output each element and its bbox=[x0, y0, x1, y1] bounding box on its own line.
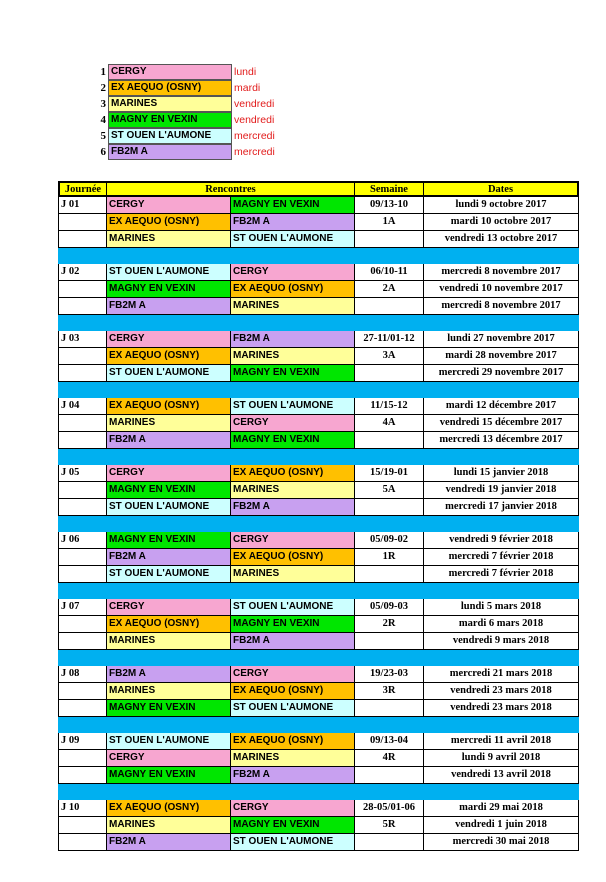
legend-item bbox=[92, 144, 275, 160]
home-team: MARINES bbox=[107, 231, 231, 248]
home-team: MARINES bbox=[107, 415, 231, 432]
home-team: EX AEQUO (OSNY) bbox=[107, 800, 231, 817]
week-cell bbox=[355, 767, 424, 784]
week-range: 19/23-03 bbox=[355, 666, 424, 683]
round-code: 4A bbox=[355, 415, 424, 432]
round-separator bbox=[58, 516, 579, 532]
table-row bbox=[58, 298, 579, 315]
home-team: CERGY bbox=[107, 331, 231, 348]
table-row bbox=[58, 214, 579, 231]
away-team: EX AEQUO (OSNY) bbox=[231, 683, 355, 700]
round-label bbox=[58, 499, 107, 516]
round-separator bbox=[58, 449, 579, 465]
table-row bbox=[58, 733, 579, 750]
match-date: mercredi 30 mai 2018 bbox=[424, 834, 579, 851]
week-range: 09/13-04 bbox=[355, 733, 424, 750]
table-row bbox=[58, 834, 579, 851]
match-date: mercredi 29 novembre 2017 bbox=[424, 365, 579, 382]
legend-number: 2 bbox=[100, 82, 106, 94]
round-separator bbox=[58, 382, 579, 398]
round-code: 5R bbox=[355, 817, 424, 834]
week-cell bbox=[355, 700, 424, 717]
legend-item bbox=[92, 112, 275, 128]
round-label: J 07 bbox=[58, 599, 107, 616]
week-range: 15/19-01 bbox=[355, 465, 424, 482]
week-range: 09/13-10 bbox=[355, 197, 424, 214]
legend-team: ST OUEN L'AUMONE bbox=[108, 128, 232, 144]
match-date: mercredi 7 février 2018 bbox=[424, 566, 579, 583]
round-label bbox=[58, 415, 107, 432]
away-team: EX AEQUO (OSNY) bbox=[231, 549, 355, 566]
match-date: lundi 27 novembre 2017 bbox=[424, 331, 579, 348]
home-team: ST OUEN L'AUMONE bbox=[107, 499, 231, 516]
home-team: FB2M A bbox=[107, 298, 231, 315]
home-team: MAGNY EN VEXIN bbox=[107, 767, 231, 784]
round-label bbox=[58, 834, 107, 851]
table-row bbox=[58, 633, 579, 650]
match-date: mercredi 21 mars 2018 bbox=[424, 666, 579, 683]
home-team: ST OUEN L'AUMONE bbox=[107, 733, 231, 750]
legend-team: MARINES bbox=[108, 96, 232, 112]
home-team: ST OUEN L'AUMONE bbox=[107, 264, 231, 281]
match-date: vendredi 23 mars 2018 bbox=[424, 700, 579, 717]
away-team: MARINES bbox=[231, 566, 355, 583]
header-journee: Journée bbox=[60, 183, 107, 195]
match-date: mardi 6 mars 2018 bbox=[424, 616, 579, 633]
away-team: CERGY bbox=[231, 415, 355, 432]
match-date: mardi 29 mai 2018 bbox=[424, 800, 579, 817]
week-range: 27-11/01-12 bbox=[355, 331, 424, 348]
round-label: J 05 bbox=[58, 465, 107, 482]
round-label bbox=[58, 482, 107, 499]
week-cell bbox=[355, 298, 424, 315]
round-label bbox=[58, 616, 107, 633]
away-team: FB2M A bbox=[231, 499, 355, 516]
table-body bbox=[58, 197, 579, 851]
round-code: 2A bbox=[355, 281, 424, 298]
round-code: 3R bbox=[355, 683, 424, 700]
table-row bbox=[58, 683, 579, 700]
home-team: CERGY bbox=[107, 599, 231, 616]
round-label: J 10 bbox=[58, 800, 107, 817]
table-row bbox=[58, 599, 579, 616]
legend-number: 5 bbox=[100, 130, 106, 142]
round-label bbox=[58, 633, 107, 650]
home-team: CERGY bbox=[107, 197, 231, 214]
table-row bbox=[58, 432, 579, 449]
week-range: 11/15-12 bbox=[355, 398, 424, 415]
week-cell bbox=[355, 834, 424, 851]
away-team: FB2M A bbox=[231, 214, 355, 231]
week-range: 28-05/01-06 bbox=[355, 800, 424, 817]
match-date: vendredi 9 février 2018 bbox=[424, 532, 579, 549]
week-cell bbox=[355, 365, 424, 382]
legend-team: EX AEQUO (OSNY) bbox=[108, 80, 232, 96]
table-row bbox=[58, 817, 579, 834]
round-label: J 09 bbox=[58, 733, 107, 750]
header-dates: Dates bbox=[487, 184, 514, 195]
home-team: FB2M A bbox=[107, 432, 231, 449]
home-team: MAGNY EN VEXIN bbox=[107, 532, 231, 549]
table-row bbox=[58, 549, 579, 566]
match-date: mercredi 17 janvier 2018 bbox=[424, 499, 579, 516]
round-label bbox=[58, 365, 107, 382]
round-separator bbox=[58, 583, 579, 599]
round-label: J 01 bbox=[58, 197, 107, 214]
table-row bbox=[58, 264, 579, 281]
week-range: 06/10-11 bbox=[355, 264, 424, 281]
week-range: 05/09-03 bbox=[355, 599, 424, 616]
legend-item bbox=[92, 64, 275, 80]
home-team: ST OUEN L'AUMONE bbox=[107, 365, 231, 382]
match-date: vendredi 10 novembre 2017 bbox=[424, 281, 579, 298]
home-team: MAGNY EN VEXIN bbox=[107, 700, 231, 717]
match-date: vendredi 1 juin 2018 bbox=[424, 817, 579, 834]
match-date: mardi 28 novembre 2017 bbox=[424, 348, 579, 365]
away-team: CERGY bbox=[231, 264, 355, 281]
round-label bbox=[58, 549, 107, 566]
match-date: lundi 9 avril 2018 bbox=[424, 750, 579, 767]
table-row bbox=[58, 767, 579, 784]
home-team: FB2M A bbox=[107, 666, 231, 683]
match-date: mardi 12 décembre 2017 bbox=[424, 398, 579, 415]
round-label bbox=[58, 566, 107, 583]
table-row bbox=[58, 365, 579, 382]
away-team: MARINES bbox=[231, 298, 355, 315]
match-date: lundi 15 janvier 2018 bbox=[424, 465, 579, 482]
team-legend bbox=[92, 64, 275, 160]
table-row bbox=[58, 398, 579, 415]
away-team: MAGNY EN VEXIN bbox=[231, 616, 355, 633]
table-row bbox=[58, 331, 579, 348]
match-date: mercredi 7 février 2018 bbox=[424, 549, 579, 566]
week-cell bbox=[355, 633, 424, 650]
home-team: MARINES bbox=[107, 633, 231, 650]
home-team: EX AEQUO (OSNY) bbox=[107, 616, 231, 633]
home-team: CERGY bbox=[107, 750, 231, 767]
legend-team: MAGNY EN VEXIN bbox=[108, 112, 232, 128]
round-label: J 04 bbox=[58, 398, 107, 415]
home-team: MARINES bbox=[107, 817, 231, 834]
legend-day: mardi bbox=[234, 82, 261, 94]
legend-team: FB2M A bbox=[108, 144, 232, 160]
match-date: vendredi 13 avril 2018 bbox=[424, 767, 579, 784]
round-label: J 08 bbox=[58, 666, 107, 683]
away-team: ST OUEN L'AUMONE bbox=[231, 599, 355, 616]
table-header bbox=[58, 181, 579, 197]
table-row bbox=[58, 750, 579, 767]
legend-team: CERGY bbox=[108, 64, 232, 80]
match-date: lundi 5 mars 2018 bbox=[424, 599, 579, 616]
legend-number: 1 bbox=[100, 66, 106, 78]
away-team: MAGNY EN VEXIN bbox=[231, 197, 355, 214]
table-row bbox=[58, 700, 579, 717]
week-cell bbox=[355, 432, 424, 449]
home-team: EX AEQUO (OSNY) bbox=[107, 214, 231, 231]
away-team: MARINES bbox=[231, 750, 355, 767]
away-team: ST OUEN L'AUMONE bbox=[231, 231, 355, 248]
away-team: MAGNY EN VEXIN bbox=[231, 432, 355, 449]
home-team: FB2M A bbox=[107, 834, 231, 851]
round-separator bbox=[58, 650, 579, 666]
match-date: vendredi 13 octobre 2017 bbox=[424, 231, 579, 248]
round-label: J 03 bbox=[58, 331, 107, 348]
away-team: ST OUEN L'AUMONE bbox=[231, 834, 355, 851]
match-date: mercredi 8 novembre 2017 bbox=[424, 264, 579, 281]
round-label bbox=[58, 817, 107, 834]
round-code: 4R bbox=[355, 750, 424, 767]
table-row bbox=[58, 566, 579, 583]
week-range: 05/09-02 bbox=[355, 532, 424, 549]
away-team: MARINES bbox=[231, 348, 355, 365]
legend-item bbox=[92, 80, 275, 96]
week-cell bbox=[355, 499, 424, 516]
table-row bbox=[58, 231, 579, 248]
round-label bbox=[58, 281, 107, 298]
match-date: mercredi 11 avril 2018 bbox=[424, 733, 579, 750]
table-row bbox=[58, 348, 579, 365]
header-semaine: Semaine bbox=[355, 183, 424, 195]
table-row bbox=[58, 197, 579, 214]
round-separator bbox=[58, 717, 579, 733]
round-label: J 06 bbox=[58, 532, 107, 549]
round-code: 1A bbox=[355, 214, 424, 231]
match-date: mercredi 13 décembre 2017 bbox=[424, 432, 579, 449]
table-row bbox=[58, 499, 579, 516]
home-team: FB2M A bbox=[107, 549, 231, 566]
away-team: EX AEQUO (OSNY) bbox=[231, 281, 355, 298]
away-team: MAGNY EN VEXIN bbox=[231, 365, 355, 382]
round-code: 3A bbox=[355, 348, 424, 365]
away-team: FB2M A bbox=[231, 767, 355, 784]
home-team: MARINES bbox=[107, 683, 231, 700]
home-team: CERGY bbox=[107, 465, 231, 482]
away-team: EX AEQUO (OSNY) bbox=[231, 465, 355, 482]
legend-day: mercredi bbox=[234, 130, 275, 142]
home-team: MAGNY EN VEXIN bbox=[107, 482, 231, 499]
match-date: vendredi 9 mars 2018 bbox=[424, 633, 579, 650]
legend-day: vendredi bbox=[234, 114, 275, 126]
round-label bbox=[58, 767, 107, 784]
round-code: 2R bbox=[355, 616, 424, 633]
table-row bbox=[58, 800, 579, 817]
round-separator bbox=[58, 784, 579, 800]
round-label bbox=[58, 750, 107, 767]
away-team: EX AEQUO (OSNY) bbox=[231, 733, 355, 750]
match-date: mardi 10 octobre 2017 bbox=[424, 214, 579, 231]
away-team: MAGNY EN VEXIN bbox=[231, 817, 355, 834]
schedule-table bbox=[58, 181, 579, 851]
match-date: mercredi 8 novembre 2017 bbox=[424, 298, 579, 315]
table-row bbox=[58, 415, 579, 432]
round-label bbox=[58, 348, 107, 365]
week-cell bbox=[355, 231, 424, 248]
home-team: EX AEQUO (OSNY) bbox=[107, 398, 231, 415]
legend-item bbox=[92, 128, 275, 144]
away-team: FB2M A bbox=[231, 633, 355, 650]
match-date: vendredi 19 janvier 2018 bbox=[424, 482, 579, 499]
round-separator bbox=[58, 315, 579, 331]
round-label bbox=[58, 432, 107, 449]
round-code: 1R bbox=[355, 549, 424, 566]
legend-number: 4 bbox=[100, 114, 106, 126]
away-team: FB2M A bbox=[231, 331, 355, 348]
home-team: ST OUEN L'AUMONE bbox=[107, 566, 231, 583]
away-team: ST OUEN L'AUMONE bbox=[231, 700, 355, 717]
header-rencontres: Rencontres bbox=[107, 183, 355, 195]
home-team: MAGNY EN VEXIN bbox=[107, 281, 231, 298]
legend-number: 3 bbox=[100, 98, 106, 110]
match-date: lundi 9 octobre 2017 bbox=[424, 197, 579, 214]
table-row bbox=[58, 532, 579, 549]
round-label bbox=[58, 214, 107, 231]
legend-number: 6 bbox=[100, 146, 106, 158]
legend-item bbox=[92, 96, 275, 112]
table-row bbox=[58, 465, 579, 482]
round-separator bbox=[58, 248, 579, 264]
round-label bbox=[58, 298, 107, 315]
away-team: CERGY bbox=[231, 532, 355, 549]
week-cell bbox=[355, 566, 424, 583]
away-team: CERGY bbox=[231, 800, 355, 817]
legend-day: vendredi bbox=[234, 98, 275, 110]
away-team: ST OUEN L'AUMONE bbox=[231, 398, 355, 415]
round-label bbox=[58, 683, 107, 700]
table-row bbox=[58, 616, 579, 633]
round-label: J 02 bbox=[58, 264, 107, 281]
legend-day: mercredi bbox=[234, 146, 275, 158]
table-row bbox=[58, 666, 579, 683]
round-label bbox=[58, 700, 107, 717]
round-label bbox=[58, 231, 107, 248]
table-row bbox=[58, 482, 579, 499]
away-team: MARINES bbox=[231, 482, 355, 499]
round-code: 5A bbox=[355, 482, 424, 499]
match-date: vendredi 23 mars 2018 bbox=[424, 683, 579, 700]
match-date: vendredi 15 décembre 2017 bbox=[424, 415, 579, 432]
table-row bbox=[58, 281, 579, 298]
legend-day: lundi bbox=[234, 66, 257, 78]
away-team: CERGY bbox=[231, 666, 355, 683]
home-team: EX AEQUO (OSNY) bbox=[107, 348, 231, 365]
